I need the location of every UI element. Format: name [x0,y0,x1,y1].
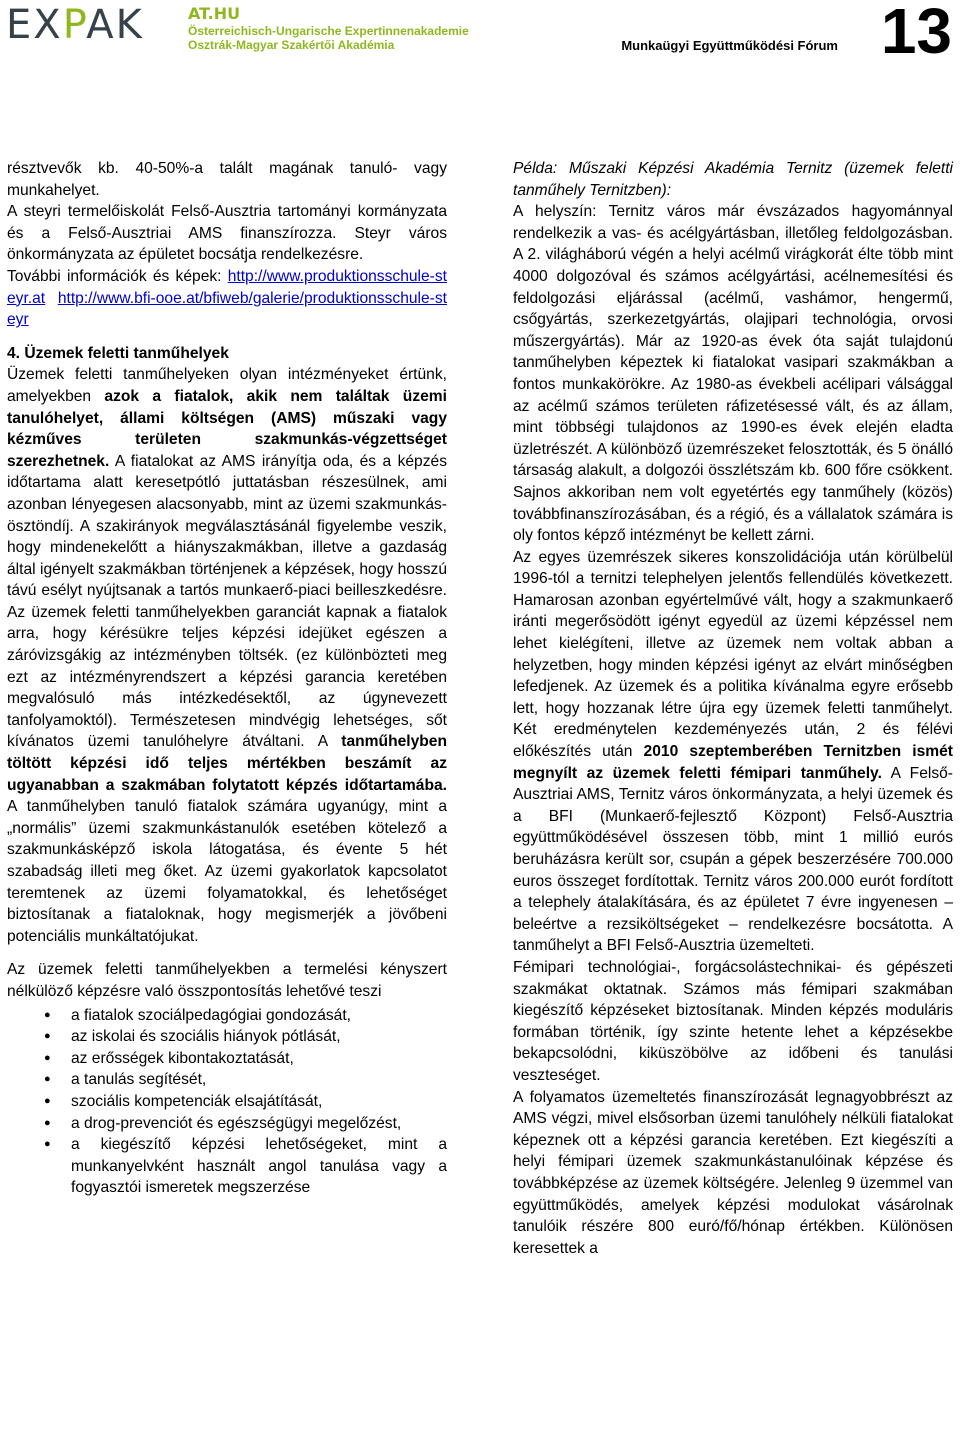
list-item: ● a fiatalok szociálpedagógiai gondozását, [71,1005,447,1027]
link-produktionsschule[interactable]: http://www.produktionsschule-steyr.at [7,267,447,307]
list-item: ● a tanulás segítését, [71,1069,447,1091]
section-heading: 4. Üzemek feletti tanműhelyek [7,344,229,362]
paragraph: A folyamatos üzemeltetés finanszírozását legnagyobbrészt az AMS végzi, mivel elsősorban üzemi tanulóhely nélküli fiatalokat képeznek ott a képzési garancia keretében. Ezt kiegészíti a helyi fémipari üzemek szakmunkástanulóinak képzése és továbbképzése az üzemek költségére. Jelenleg 9 üzemmel van együttműködés, amelyek képzési modulokat vásárolnak tanulóik részére 800 euró/fő/hónap értékben. Különösen keresettek a [513,1088,953,1257]
page-number: 13 [880,0,952,67]
paragraph: Az egyes üzemrészek sikeres konszolidációja után körülbelül 1996-tól a ternitzi telephelyen jelentős fellendülés következett. Hamarosan azonban egyértelművé vált, hogy a szakmunkaerő iránti megerősödött igényt egyedül az üzemi képzéssel nem lehet kielégíteni, illetve az üzemek nem voltak abban a helyzetben, hogy minden képzési igényt az elvárt minőségben lefedjenek. Az üzemek és a politika kívánalma egyre erősebb lett, hogy hozzanak létre újra egy üzemek feletti tanműhelyt. Két eredménytelen kezdeményezés után, 2 és félévi előkészítés után 2010 szeptemberében Ternitzben ismét megnyílt az üzemek feletti fémipari tanműhely. A Felső-Ausztriai AMS, Ternitz város önkormányzata, a helyi üzemek és a BFI (Munkaerő-fejlesztő Központ) Felső-Ausztria együttműködésével összesen több, mint 1 millió eurós beruházásra került sor, csupán a gépek beszerzésére 700.000 euros összeget fordítottak. Ternitz város 200.000 eurót fordított a telephely átalakítására, és az épületet 7 évre ingyenesen – beleértve a rezsiköltségeket – rendelkezésre bocsátotta. A tanműhelyt a BFI Felső-Ausztria üzemelteti. [513,548,953,955]
paragraph: A helyszín: Ternitz város már évszázados hagyománnyal rendelkezik a vas- és acélgyártásban, illetőleg feldolgozásban. A 2. világháború végén a helyi acélmű virágkorát élte több mint 4000 dolgozóval és számos acélgyártási, acélnemesítési és feldolgozási eljárással (acélmű, vashámor, hengermű, csőgyártás, szerkezetgyártás, olajipari technológia, orvosi műszergyártás). Már az 1920-as évek óta saját tulajdonú tanműhelyben képeztek ki fiatalokat vasipari szakmákban a fontos munkakörökre. Az 1980-as évekbeli acélipari válsággal az acélmű számos területen ráfizetésessé vált, és az állam, mint többségi tulajdonos az 1990-es évek elején eladta üzletrészét. A különböző üzemrészeket felosztották, és 5 önálló társaság alakult, a dolgozói összlétszám kb. 600 főre csökkent. Sajnos akkoriban nem volt egyetértés egy tanműhely (közös) továbbfinanszírozásában, és a régió, és a vállalatok számára is oly fontos képző intézményt be kellett zárni. [513,203,953,545]
list-item: ● szociális kompetenciák elsajátítását, [71,1091,447,1113]
expak-logo: EXPAK [6,2,144,48]
left-column [7,158,447,1199]
athu-logo: AT.HU [188,4,241,23]
paragraph: Az üzemek feletti tanműhelyekben a termelési kényszert nélkülöző képzésre való összpontosítás lehetővé teszi [7,961,447,1000]
list-item: ● az iskolai és szociális hiányok pótlását, [71,1026,447,1048]
right-column [513,158,953,1259]
forum-title: Munkaügyi Együttműködési Fórum [621,38,838,53]
list-item: ● a kiegészítő képzési lehetőségeket, mint a munkanyelvként használt angol tanulása vagy a fogyasztói ismeretek megszerzése [71,1134,447,1199]
logo-subtitle-hungarian: Osztrák-Magyar Szakértői Akadémia [188,38,395,52]
bullet-list [7,1005,447,1199]
paragraph: résztvevők kb. 40-50%-a talált magának tanuló- vagy munkahelyet. [7,160,447,199]
link-bfi-gallery[interactable]: http://www.bfi-ooe.at/bfiweb/galerie/produktionsschule-steyr [7,289,447,329]
more-info: További információk és képek: http://www.produktionsschule-steyr.at http://www.bfi-ooe.at/bfiweb/galerie/produktionsschule-steyr [7,267,447,329]
list-item: ● a drog-prevenciót és egészségügyi megelőzést, [71,1113,447,1135]
paragraph: A steyri termelőiskolát Felső-Ausztria tartományi kormányzata és a Felső-Ausztriai AMS finanszírozza. Steyr város önkormányzata az épületet bocsátja rendelkezésre. [7,203,447,264]
example-title: Példa: Műszaki Képzési Akadémia Ternitz (üzemek feletti tanműhely Ternitzben): [513,160,953,199]
page-header [0,0,960,120]
logo-subtitle-german: Österreichisch-Ungarische Expertinnenakademie [188,24,469,38]
list-item: ● az erősségek kibontakoztatását, [71,1048,447,1070]
section-4: 4. Üzemek feletti tanműhelyek Üzemek feletti tanműhelyeken olyan intézményeket értünk, amelyekben azok a fiatalok, akik nem találtak üzemi tanulóhelyet, állami költségen (AMS) műszaki vagy kézműves területen szakmunkás-végzettséget szerezhetnek. A fiatalokat az AMS irányítja oda, és a képzés időtartama alatt keresetpótló juttatásban részesülnek, ami azonban lényegesen alacsonyabb, mint az üzemi szakmunkás-ösztöndíj. A szakirányok megválasztásánál figyelembe veszik, hogy mindenekelőtt a hiányszakmákban, illetve a gazdaság által igényelt szakmákban történjenek a képzések, hogy hosszú távú esélyt nyújtsanak a tartós munkaerő-piaci beilleszkedésre. Az üzemek feletti tanműhelyekben garanciát kapnak a fiatalok arra, hogy kérésükre teljes képzési idejüket egészen a záróvizsgákig az intézményben töltsék. (ez különbözteti meg ezt az intézményrendszert a képzési garancia keretében megvalósuló más intézkedésektől, az úgynevezett tanfolyamoktól). Természetesen mindvégig lehetséges, sőt kívánatos üzemi tanulóhelyre átváltani. A tanműhelyben töltött képzési idő teljes mértékben beszámít az ugyanabban a szakmában folytatott képzés időtartamába. A tanműhelyben tanuló fiatalok számára ugyanúgy, mint a „normális” üzemi szakmunkástanulók esetében kötelező a szakmunkásképző iskola látogatása, és évente 5 hét szabadság illeti meg őket. Az üzemi gyakorlatok kapcsolatot teremtenek az üzemi folyamatokkal, és lehetőséget biztosítanak a fiataloknak, hogy megismerjék a jövőbeni potenciális munkáltatójukat. [7,344,448,945]
paragraph: Fémipari technológiai-, forgácsolástechnikai- és gépészeti szakmákat oktatnak. Számos más fémipari szakmában kiegészítő képzéseket biztosítanak. Minden képzés moduláris formában történik, így szinte hetente lehet a képzésekbe bekapcsolódni, kiküszöbölve az időbeni és tanulási veszteséget. [513,958,953,1084]
